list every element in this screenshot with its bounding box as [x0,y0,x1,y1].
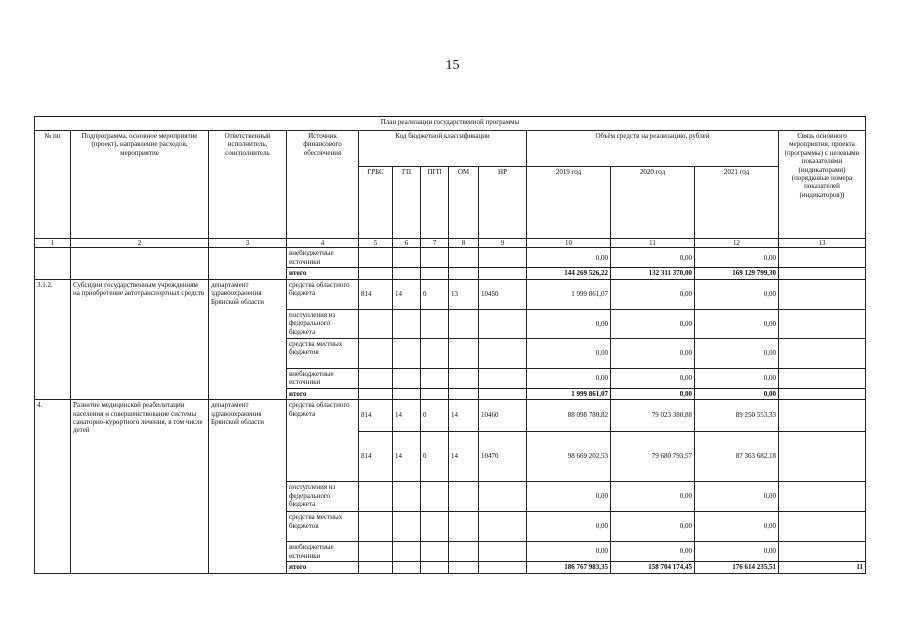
amount-2019: 144 269 526,22 [527,268,611,279]
col-number: 2 [71,239,209,248]
amount-2020: 0,00 [611,248,695,268]
source-cell: внебюджетные источники [287,248,359,268]
amount-2019: 1 999 861,07 [527,279,611,309]
source-cell: внебюджетные источники [287,542,359,562]
header-source: Источник финансового обеспечения [287,131,359,239]
amount-2021: 0,00 [695,482,779,512]
source-cell: итого [287,268,359,279]
amount-2020: 0,00 [611,309,695,338]
item-executor: департамент здравоохранения Брянской области [209,279,287,399]
np-cell: 10470 [479,432,527,482]
col-number: 9 [479,239,527,248]
amount-2021: 87 363 682,18 [695,432,779,482]
source-cell: поступления из федерального бюджета [287,309,359,338]
amount-2021: 0,00 [695,338,779,368]
amount-2020: 0,00 [611,368,695,388]
item-title: Развитие медицинской реабилитации населения и совершенствование системы санаторно-курортного лечения, в том числе детей [71,400,209,573]
amount-2021: 0,00 [695,248,779,268]
amount-2020: 132 311 370,00 [611,268,695,279]
om-cell: 14 [449,432,479,482]
amount-2020: 0,00 [611,482,695,512]
amount-2021: 0,00 [695,388,779,399]
grbs-cell: 814 [359,400,393,432]
amount-2021: 169 129 799,30 [695,268,779,279]
item-title: Субсидии государственным учреждениям на приобретение автотранспортных средств [71,279,209,399]
source-cell: средства областного бюджета [287,400,359,482]
source-cell: средства местных бюджетов [287,338,359,368]
amount-2019: 186 767 983,35 [527,562,611,573]
col-number: 13 [779,239,866,248]
amount-2020: 79 680 793,57 [611,432,695,482]
grbs-cell: 814 [359,432,393,482]
amount-2019: 0,00 [527,248,611,268]
header-volume: Объём средств на реализацию, рублей [527,131,779,167]
col-number: 10 [527,239,611,248]
gp-cell: 14 [393,279,421,309]
amount-2021: 0,00 [695,279,779,309]
header-pgp: ПГП [421,167,449,239]
col-number: 4 [287,239,359,248]
amount-2020: 0,00 [611,279,695,309]
pgp-cell: 0 [421,432,449,482]
col-number: 1 [35,239,71,248]
col-number: 12 [695,239,779,248]
amount-2020: 0,00 [611,338,695,368]
gp-cell: 14 [393,400,421,432]
amount-2020: 0,00 [611,542,695,562]
amount-2019: 0,00 [527,482,611,512]
amount-2020: 0,00 [611,512,695,542]
amount-2020: 158 704 174,45 [611,562,695,573]
amount-2019: 88 098 780,82 [527,400,611,432]
header-link: Связь основного мероприятия, проекта (программы) с целевыми показателями (индикаторами) (порядковые номера показателей (индикаторов)) [779,131,866,239]
amount-2021: 176 614 235,51 [695,562,779,573]
grbs-cell: 814 [359,279,393,309]
pgp-cell: 0 [421,279,449,309]
header-om: ОМ [449,167,479,239]
plan-table [34,116,866,574]
amount-2021: 89 250 553,33 [695,400,779,432]
column-numbers-row [35,239,866,248]
source-cell: средства областного бюджета [287,279,359,309]
amount-2019: 98 669 202,53 [527,432,611,482]
header-budget-code: Код бюджетной классификации [359,131,527,167]
np-cell: 10450 [479,279,527,309]
amount-2019: 0,00 [527,338,611,368]
amount-2019: 0,00 [527,542,611,562]
table-row [35,400,866,432]
gp-cell: 14 [393,432,421,482]
amount-2021: 0,00 [695,542,779,562]
col-number: 5 [359,239,393,248]
amount-2021: 0,00 [695,309,779,338]
source-cell: итого [287,388,359,399]
header-num: № пп [35,131,71,239]
np-cell: 10460 [479,400,527,432]
table-row [35,248,866,268]
indicator-link: 11 [779,562,866,573]
amount-2019: 0,00 [527,309,611,338]
amount-2021: 0,00 [695,368,779,388]
header-executor: Ответственный исполнитель, соисполнитель [209,131,287,239]
om-cell: 13 [449,279,479,309]
amount-2019: 1 999 861,07 [527,388,611,399]
header-np: НР [479,167,527,239]
source-cell: итого [287,562,359,573]
col-number: 11 [611,239,695,248]
header-2019: 2019 год [527,167,611,239]
header-subprogram: Подпрограмма, основное мероприятие (проект), направление расходов, мероприятие [71,131,209,239]
amount-2019: 0,00 [527,368,611,388]
source-cell: внебюджетные источники [287,368,359,388]
col-number: 3 [209,239,287,248]
amount-2020: 0,00 [611,388,695,399]
source-cell: поступления из федерального бюджета [287,482,359,512]
om-cell: 14 [449,400,479,432]
amount-2020: 79 023 380,88 [611,400,695,432]
col-number: 6 [393,239,421,248]
header-2020: 2020 год [611,167,695,239]
table-row [35,279,866,309]
header-grbs: ГРБС [359,167,393,239]
amount-2021: 0,00 [695,512,779,542]
header-gp: ГП [393,167,421,239]
table-title: План реализации государственной программы [35,117,866,131]
col-number: 7 [421,239,449,248]
item-executor: департамент здравоохранения Брянской области [209,400,287,573]
col-number: 8 [449,239,479,248]
amount-2019: 0,00 [527,512,611,542]
item-number: 4. [35,400,71,573]
pgp-cell: 0 [421,400,449,432]
header-2021: 2021 год [695,167,779,239]
page-number: 15 [445,58,460,73]
item-number: 3.1.2. [35,279,71,399]
source-cell: средства местных бюджетов [287,512,359,542]
